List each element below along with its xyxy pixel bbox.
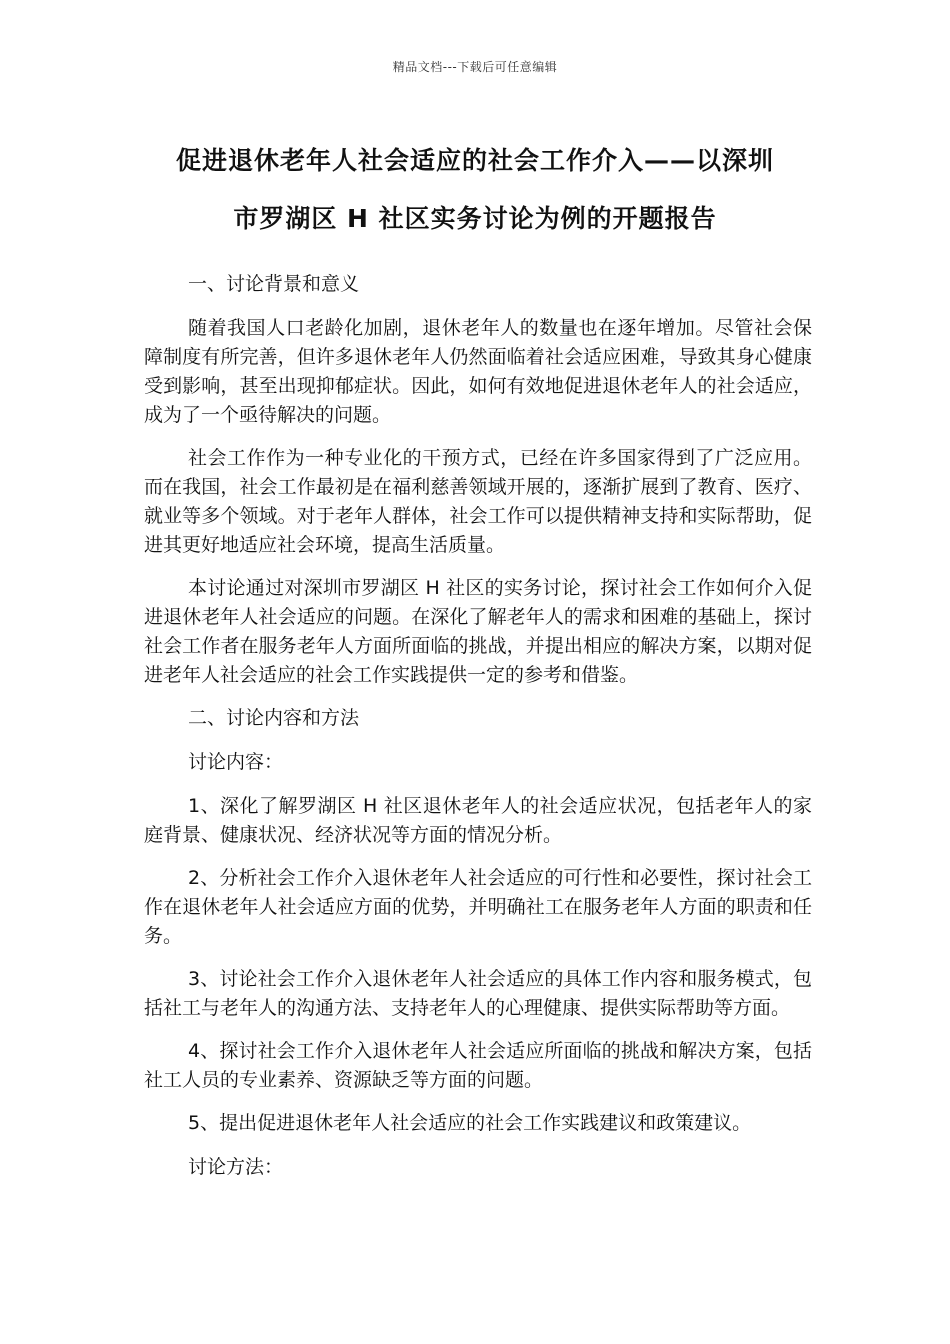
subheading-method: 讨论方法： — [188, 1156, 284, 1178]
list-item-1: 1、深化了解罗湖区 H 社区退休老年人的社会适应状况，包括老年人的家庭背景、健康状况、经济状况等方面的情况分析。 — [144, 795, 812, 846]
section-heading-content-method: 二、讨论内容和方法 — [188, 707, 360, 729]
title-line-2: 市罗湖区 H 社区实务讨论为例的开题报告 — [233, 204, 717, 233]
title-line-1: 促进退休老年人社会适应的社会工作介入——以深圳 — [175, 146, 774, 175]
list-item-4: 4、探讨社会工作介入退休老年人社会适应所面临的挑战和解决方案，包括社工人员的专业素养、资源缺乏等方面的问题。 — [144, 1040, 812, 1091]
list-item-5: 5、提出促进退休老年人社会适应的社会工作实践建议和政策建议。 — [188, 1112, 752, 1134]
document-body — [144, 270, 812, 1197]
section-heading-background: 一、讨论背景和意义 — [188, 273, 360, 295]
header-note: 精品文档---下载后可任意编辑 — [392, 60, 558, 74]
document-title — [120, 132, 830, 248]
subheading-content: 讨论内容： — [188, 751, 284, 773]
list-item-2: 2、分析社会工作介入退休老年人社会适应的可行性和必要性，探讨社会工作在退休老年人社会适应方面的优势，并明确社工在服务老年人方面的职责和任务。 — [144, 867, 812, 947]
paragraph-background-3: 本讨论通过对深圳市罗湖区 H 社区的实务讨论，探讨社会工作如何介入促进退休老年人社会适应的问题。在深化了解老年人的需求和困难的基础上，探讨社会工作者在服务老年人方面所面临的挑战，并提出相应的解决方案，以期对促进老年人社会适应的社会工作实践提供一定的参考和借鉴。 — [144, 577, 812, 686]
paragraph-background-1: 随着我国人口老龄化加剧，退休老年人的数量也在逐年增加。尽管社会保障制度有所完善，但许多退休老年人仍然面临着社会适应困难，导致其身心健康受到影响，甚至出现抑郁症状。因此，如何有效地促进退休老年人的社会适应，成为了一个亟待解决的问题。 — [144, 317, 812, 426]
paragraph-background-2: 社会工作作为一种专业化的干预方式，已经在许多国家得到了广泛应用。而在我国，社会工作最初是在福利慈善领域开展的，逐渐扩展到了教育、医疗、就业等多个领域。对于老年人群体，社会工作可以提供精神支持和实际帮助，促进其更好地适应社会环境，提高生活质量。 — [144, 447, 812, 556]
list-item-3: 3、讨论社会工作介入退休老年人社会适应的具体工作内容和服务模式，包括社工与老年人的沟通方法、支持老年人的心理健康、提供实际帮助等方面。 — [144, 968, 812, 1019]
